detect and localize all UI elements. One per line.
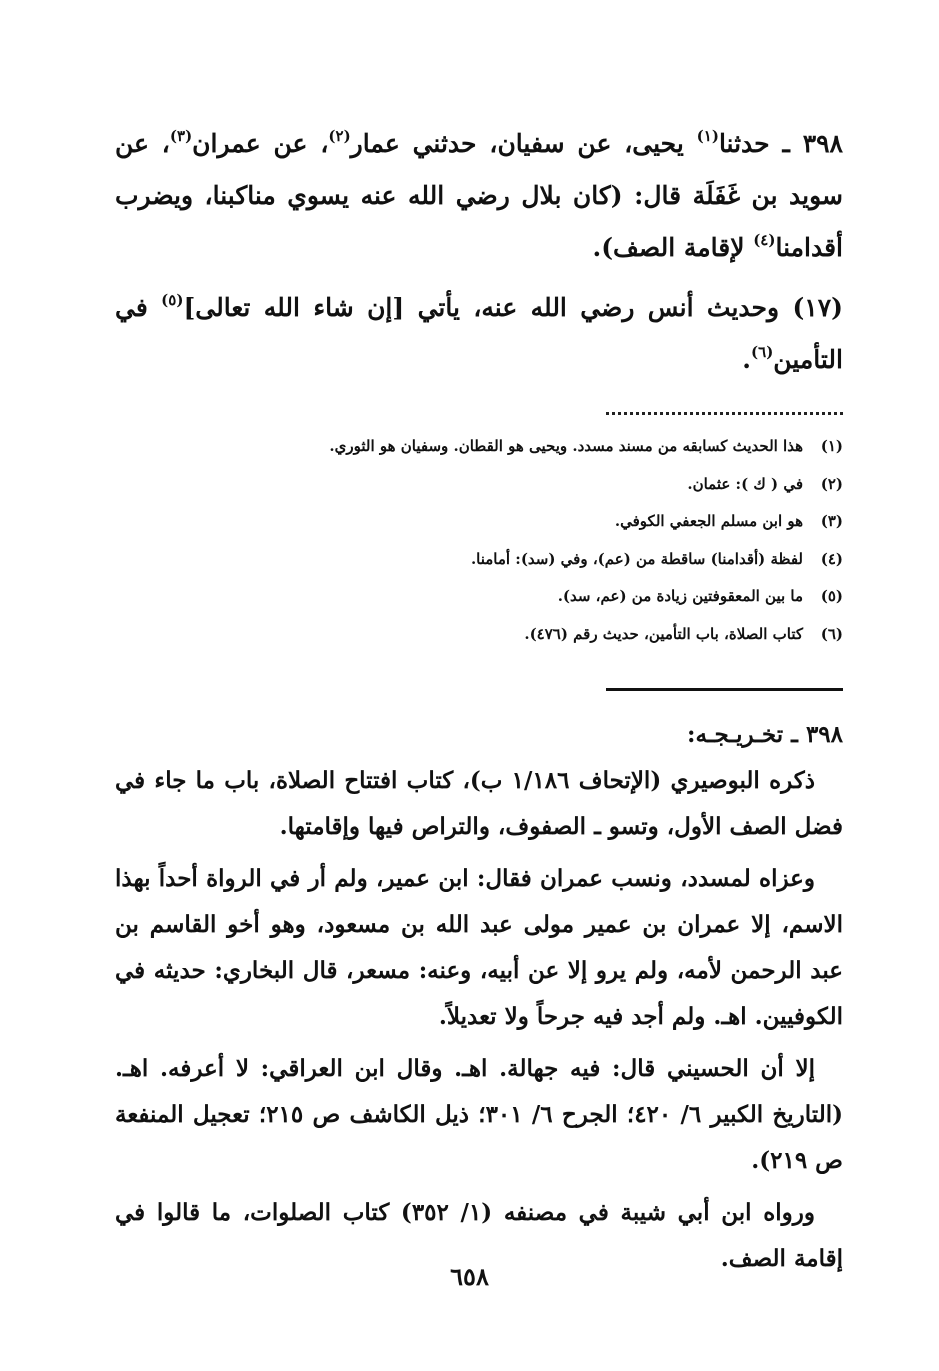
hadith-text-part: ، عن عمران xyxy=(192,129,329,158)
footnote-text: لفظة (أقدامنا) ساقطة من (عم)، وفي (سد): أمامنا. xyxy=(470,549,803,568)
hadith-text-part: ٣٩٨ ـ حدثنا xyxy=(718,129,843,158)
section-rule xyxy=(606,688,843,691)
footnote xyxy=(103,428,843,466)
footnote-number: (١) xyxy=(820,437,843,455)
hadith-text-part: (١٧) وحديث أنس رضي الله عنه، يأتي [إن شاء الله تعالى] xyxy=(183,293,843,322)
hadith-text-part: يحيى، عن سفيان، حدثني عمار xyxy=(350,129,697,158)
takhrij-section xyxy=(115,712,843,1282)
footnote-number: (٢) xyxy=(820,474,843,493)
footnote-ref: (٣) xyxy=(169,127,193,145)
footnote-separator xyxy=(606,400,843,415)
takhrij-paragraph: ذكره البوصيري (الإتحاف ١/١٨٦ ب)، كتاب افتتاح الصلاة، باب ما جاء في فضل الصف الأول، وتسو ـ الصفوف، والتراص فيها وإقامتها. xyxy=(115,767,843,840)
hadith-text-part: . xyxy=(742,345,752,374)
footnote-text: هو ابن مسلم الجعفي الكوفي. xyxy=(614,512,803,530)
footnote-number: (٦) xyxy=(820,624,843,643)
hadith-17 xyxy=(115,282,843,386)
footnote-ref: (٤) xyxy=(753,231,776,249)
footnote-number: (٣) xyxy=(820,512,843,530)
footnote-ref: (٢) xyxy=(328,127,351,145)
footnote xyxy=(103,616,843,654)
footnote-text: في ( ك ): عثمان. xyxy=(687,474,803,493)
footnote-number: (٥) xyxy=(820,587,843,605)
footnote-ref: (١) xyxy=(696,127,719,145)
footnote-number: (٤) xyxy=(820,549,843,568)
hadith-text xyxy=(115,118,843,386)
footnote-ref: (٥) xyxy=(161,291,184,309)
footnote xyxy=(103,541,843,579)
page-number: ٦٥٨ xyxy=(450,1262,489,1291)
footnote xyxy=(103,503,843,541)
hadith-text-part: لإقامة الصف). xyxy=(592,233,754,262)
takhrij-paragraph: ورواه ابن أبي شيبة في مصنفه (١/ ٣٥٢) كتاب الصلوات، ما قالوا في إقامة الصف. xyxy=(115,1199,843,1272)
footnote-text: كتاب الصلاة، باب التأمين، حديث رقم (٤٧٦). xyxy=(524,624,803,643)
footnote-text: ما بين المعقوفتين زيادة من (عم، سد). xyxy=(557,587,803,605)
footnote-ref: (٦) xyxy=(751,343,774,361)
takhrij-paragraph: وعزاه لمسدد، ونسب عمران فقال: ابن عمير، ولم أر في الرواة أحداً بهذا الاسم، إلا عمران بن عمير مولى عبد الله بن مسعود، وهو أخو القاسم بن عبد الرحمن لأمه، ولم يرو إلا عن أبيه، وعنه: مسعر، قال البخاري: حديثه في الكوفيين. اهـ. ولم أجد فيه جرحاً ولا تعديلاً. xyxy=(115,865,843,1030)
hadith-text-part: ، عن سويد بن غَفَلَة قال: (كان بلال رضي الله عنه يسوي مناكبنا، ويضرب أقدامنا xyxy=(115,129,843,262)
footnote xyxy=(103,578,843,616)
footnote xyxy=(103,466,843,504)
takhrij-paragraph: إلا أن الحسيني قال: فيه جهالة. اهـ. وقال ابن العراقي: لا أعرفه. اهـ. (التاريخ الكبير ٦/ ٤٢٠؛ الجرح ٦/ ٣٠١؛ ذيل الكاشف ص ٢١٥؛ تعجيل المنفعة ص ٢١٩). xyxy=(115,1055,843,1174)
hadith-text-part: في التأمين xyxy=(115,293,843,374)
takhrij-heading: ٣٩٨ ـ تخـريـجـه: xyxy=(686,721,843,748)
footnotes xyxy=(103,428,843,653)
hadith-398 xyxy=(115,118,843,274)
footnote-text: هذا الحديث كسابقه من مسند مسدد. ويحيى هو القطان. وسفيان هو الثوري. xyxy=(329,437,803,455)
